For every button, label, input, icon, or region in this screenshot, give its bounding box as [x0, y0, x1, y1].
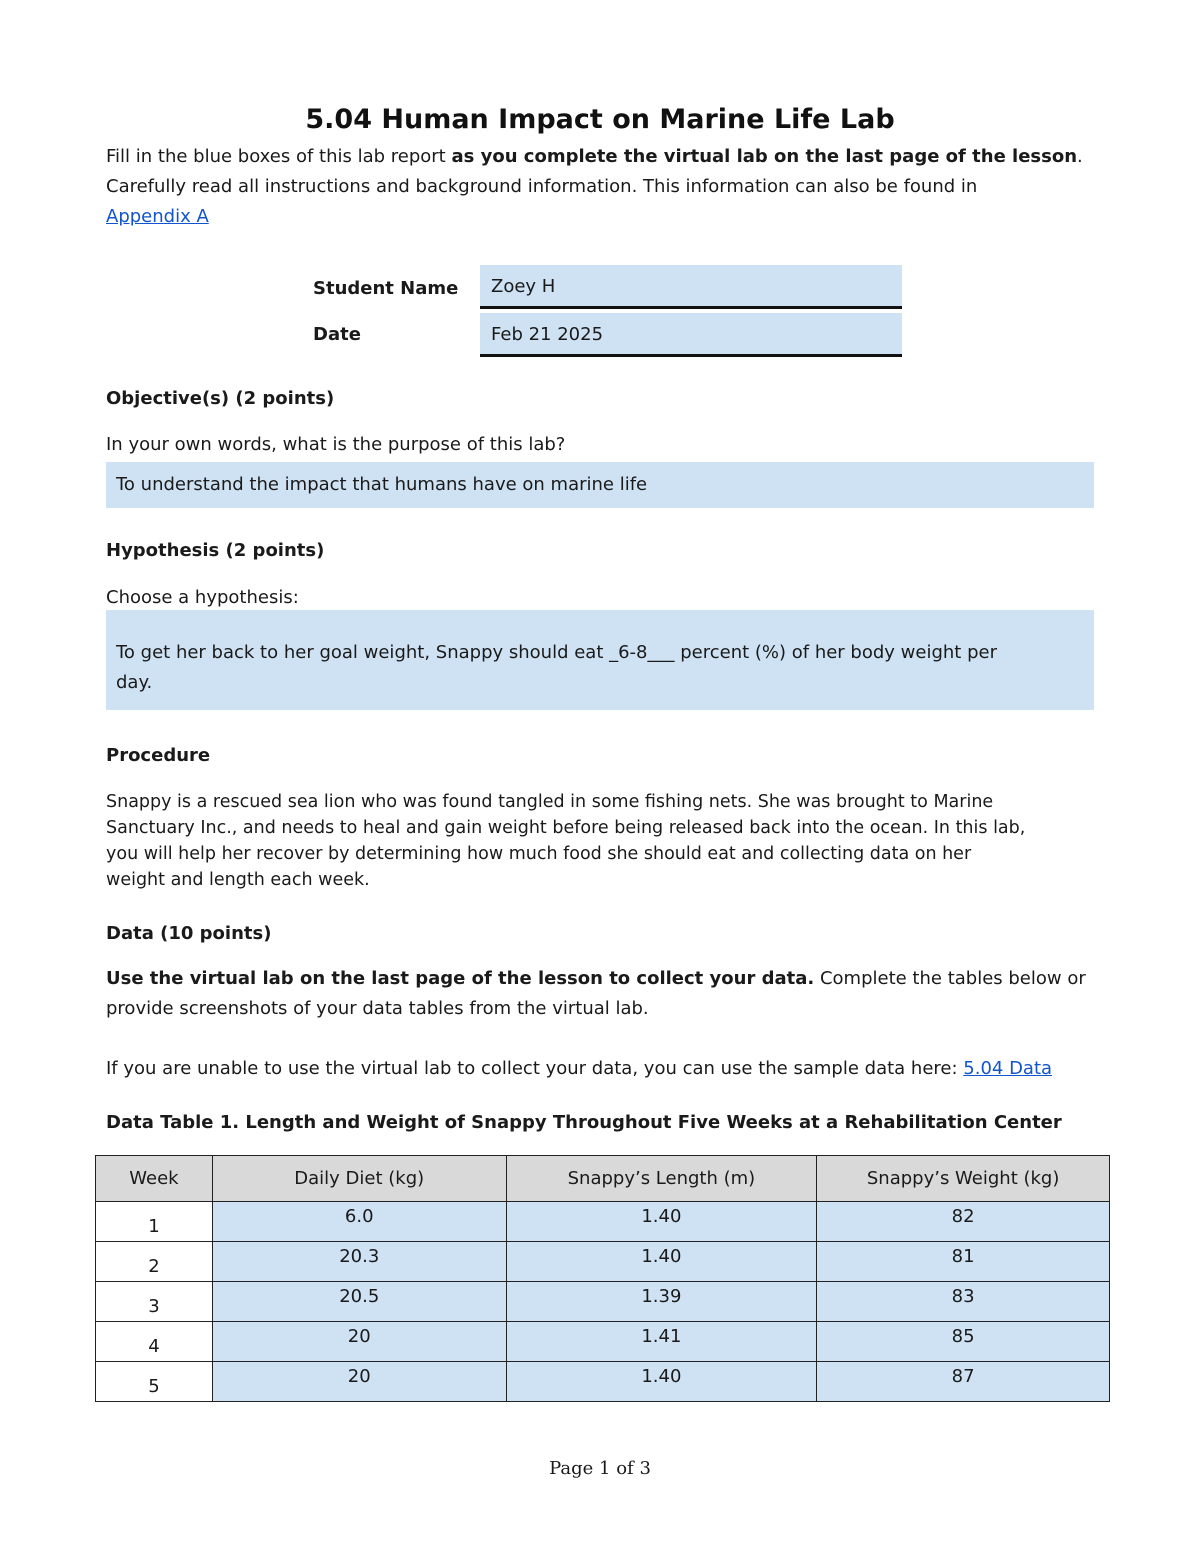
procedure-line-3: you will help her recover by determining how much food she should eat and collecting data on her: [106, 844, 972, 864]
diet-cell[interactable]: 20.5: [212, 1282, 506, 1322]
header-length: Snappy’s Length (m): [506, 1156, 817, 1202]
data-instructions-text-2: provide screenshots of your data tables from the virtual lab.: [106, 998, 649, 1019]
page-footer: [0, 1458, 1200, 1479]
procedure-line-1: Snappy is a rescued sea lion who was found tangled in some fishing nets. She was brought to Marine: [106, 792, 994, 812]
data-instructions-bold: Use the virtual lab on the last page of the lesson to collect your data.: [106, 968, 815, 989]
table-row: [96, 1282, 1110, 1322]
length-cell[interactable]: 1.40: [506, 1202, 817, 1242]
procedure-paragraph: [106, 789, 1096, 893]
sample-data-link[interactable]: 5.04 Data: [963, 1058, 1053, 1079]
diet-cell[interactable]: 20: [212, 1322, 506, 1362]
hypothesis-prompt: Choose a hypothesis:: [106, 587, 299, 608]
week-cell: 2: [96, 1242, 213, 1282]
intro-text: Fill in the blue boxes of this lab report: [106, 146, 452, 167]
procedure-line-2: Sanctuary Inc., and needs to heal and gain weight before being released back into the ocean. In this lab,: [106, 818, 1026, 838]
student-name-label: Student Name: [313, 278, 459, 299]
table-row: [96, 1242, 1110, 1282]
data-instructions: [106, 964, 1096, 1024]
weight-cell[interactable]: 83: [817, 1282, 1110, 1322]
student-name-field[interactable]: Zoey H: [480, 265, 902, 309]
hypothesis-answer-box[interactable]: [106, 610, 1094, 710]
hypothesis-heading: Hypothesis (2 points): [106, 540, 325, 561]
objective-heading: Objective(s) (2 points): [106, 388, 335, 409]
weight-cell[interactable]: 82: [817, 1202, 1110, 1242]
data-table-title: Data Table 1. Length and Weight of Snappy Throughout Five Weeks at a Rehabilitation Center: [106, 1112, 1062, 1133]
week-cell: 5: [96, 1362, 213, 1402]
header-week: Week: [96, 1156, 213, 1202]
date-label: Date: [313, 324, 361, 345]
objective-prompt: In your own words, what is the purpose of this lab?: [106, 434, 566, 455]
header-daily-diet: Daily Diet (kg): [212, 1156, 506, 1202]
intro-period: .: [1077, 146, 1083, 167]
appendix-a-link[interactable]: Appendix A: [106, 206, 209, 227]
procedure-line-4: weight and length each week.: [106, 870, 370, 890]
data-instructions-text: Complete the tables below or: [814, 968, 1086, 989]
page-title: 5.04 Human Impact on Marine Life Lab: [305, 104, 895, 135]
table-row: [96, 1322, 1110, 1362]
weight-cell[interactable]: 87: [817, 1362, 1110, 1402]
data-heading: Data (10 points): [106, 923, 272, 944]
intro-text-2: Carefully read all instructions and background information. This information can also be found in: [106, 176, 978, 197]
diet-cell[interactable]: 20: [212, 1362, 506, 1402]
length-cell[interactable]: 1.41: [506, 1322, 817, 1362]
diet-cell[interactable]: 20.3: [212, 1242, 506, 1282]
week-cell: 3: [96, 1282, 213, 1322]
intro-bold-text: as you complete the virtual lab on the last page of the lesson: [451, 146, 1078, 167]
weight-cell[interactable]: 81: [817, 1242, 1110, 1282]
header-weight: Snappy’s Weight (kg): [817, 1156, 1110, 1202]
procedure-heading: Procedure: [106, 745, 211, 766]
table-header-row: [96, 1156, 1110, 1202]
week-cell: 4: [96, 1322, 213, 1362]
length-cell[interactable]: 1.39: [506, 1282, 817, 1322]
date-field[interactable]: Feb 21 2025: [480, 313, 902, 357]
page-total: 3: [639, 1458, 651, 1479]
hypothesis-answer-line-1: To get her back to her goal weight, Snappy should eat _6-8___ percent (%) of her body weight per: [116, 642, 997, 663]
table-row: [96, 1202, 1110, 1242]
table-row: [96, 1362, 1110, 1402]
objective-answer-box[interactable]: To understand the impact that humans have on marine life: [106, 462, 1094, 508]
length-cell[interactable]: 1.40: [506, 1362, 817, 1402]
week-cell: 1: [96, 1202, 213, 1242]
page-number: 1: [599, 1458, 611, 1479]
of-word: of: [616, 1458, 634, 1479]
length-cell[interactable]: 1.40: [506, 1242, 817, 1282]
hypothesis-answer-line-2: day.: [116, 672, 153, 693]
intro-paragraph: [106, 142, 1096, 232]
diet-cell[interactable]: 6.0: [212, 1202, 506, 1242]
data-table: [95, 1155, 1110, 1402]
weight-cell[interactable]: 85: [817, 1322, 1110, 1362]
sample-data-note: [106, 1054, 1096, 1084]
page-word: Page: [549, 1458, 594, 1479]
sample-data-text: If you are unable to use the virtual lab to collect your data, you can use the sample data here:: [106, 1058, 964, 1079]
